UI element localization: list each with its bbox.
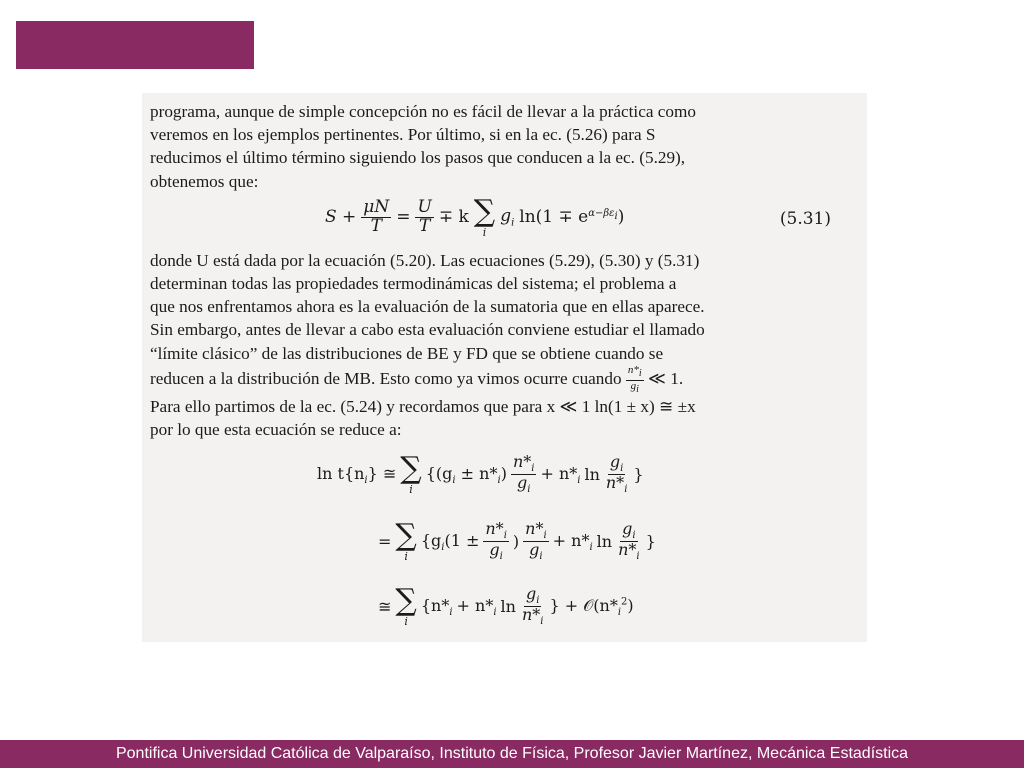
equation-row-1: $\ln t\{n_i\}$ ≅ ∑ i {$(g_i \pm n*_i)$ $\frac{n*_i}{g_i}$ + $n*_i$ ln $\frac{g_i}{n*_i}$ }	[317, 451, 644, 497]
text-line: donde U está dada por la ecuación (5.20). Las ecuaciones (5.29), (5.30) y (5.31)	[150, 250, 700, 270]
fraction: $\frac{g_i}{n*_i}$	[618, 518, 640, 563]
eq-mid: ∓ k	[438, 207, 469, 228]
equation-block	[150, 451, 827, 654]
text-line: Sin embargo, antes de llevar a cabo esta evaluación conviene estudiar el llamado	[150, 320, 705, 340]
text-line: reducen a la distribución de MB. Esto como ya vimos ocurre cuando $\frac{n*_i}{g_i}$ ≪ 1.	[150, 363, 684, 395]
scanned-page	[142, 93, 867, 642]
summation: ∑ i	[395, 518, 417, 564]
text-line: veremos en los ejemplos pertinentes. Por último, si en la ec. (5.26) para S	[150, 125, 656, 145]
text-line: reducimos el último término siguiendo los pasos que conducen a la ec. (5.29),	[150, 148, 686, 168]
equation-row-3: ≅ ∑ i {$n*_i$ + $n*_i$ ln $\frac{g_i}{n*_i}$ } + $𝒪(n*_i^2)$	[378, 583, 634, 629]
text-line: “límite clásico” de las distribuciones de BE y FD que se obtiene cuando se	[150, 343, 664, 363]
footer-bar	[0, 740, 1024, 768]
text-line: Para ello partimos de la ec. (5.24) y recordamos que para x ≪ 1 ln(1 ± x) ≅ ±x	[150, 397, 696, 417]
equation-row-2: = ∑ i {$g_i(1$ ± $\frac{n*_i}{g_i}$ ) $\frac{n*_i}{g_i}$ + $n*_i$ ln $\frac{g_i}{n*_i}$ }	[378, 518, 656, 564]
equals-sign: =	[396, 207, 411, 228]
eq-ln: $\ln(1 \mp e^{\alpha-\beta\varepsilon_i})$	[519, 207, 625, 228]
summation: ∑ i	[395, 583, 417, 629]
text-line: por lo que esta ecuación se reduce a:	[150, 420, 402, 440]
fraction: $\frac{\mu N}{T}$	[363, 196, 390, 236]
summation: ∑ i	[400, 451, 422, 497]
paragraph-2	[150, 249, 827, 442]
fraction: $\frac{g_i}{n*_i}$	[605, 451, 628, 496]
text-line: determinan todas las propiedades termodinámicas del sistema; el problema a	[150, 274, 677, 294]
fraction: $\frac{g_i}{n*_i}$	[521, 583, 544, 628]
fraction: $\frac{n*_i}{g_i}$	[525, 518, 547, 563]
text-line: programa, aunque de simple concepción no es fácil de llevar a la práctica como	[150, 102, 696, 121]
equation-5-31	[150, 193, 831, 249]
fraction: $\frac{U}{T}$	[417, 196, 432, 236]
title-bar	[16, 21, 254, 69]
footer-text: Pontifica Universidad Católica de Valparaíso, Instituto de Física, Profesor Javier Martínez, Mecánica Estadística	[115, 745, 909, 762]
summation: ∑ i	[473, 193, 496, 239]
fraction: $\frac{n*_i}{g_i}$	[485, 518, 507, 563]
paragraph-1	[150, 100, 827, 193]
text-line: que nos enfrentamos ahora es la evaluación de la sumatoria que en ellas aparece.	[150, 297, 705, 317]
eq-term: $g_i$	[500, 206, 515, 229]
eq-lhs: S +	[325, 207, 357, 228]
inline-fraction: $\frac{n*_i}{g_i}$	[627, 363, 642, 395]
text-line: obtenemos que:	[150, 171, 259, 191]
equation-number: (5.31)	[779, 208, 831, 229]
fraction: $\frac{n*_i}{g_i}$	[512, 451, 535, 496]
